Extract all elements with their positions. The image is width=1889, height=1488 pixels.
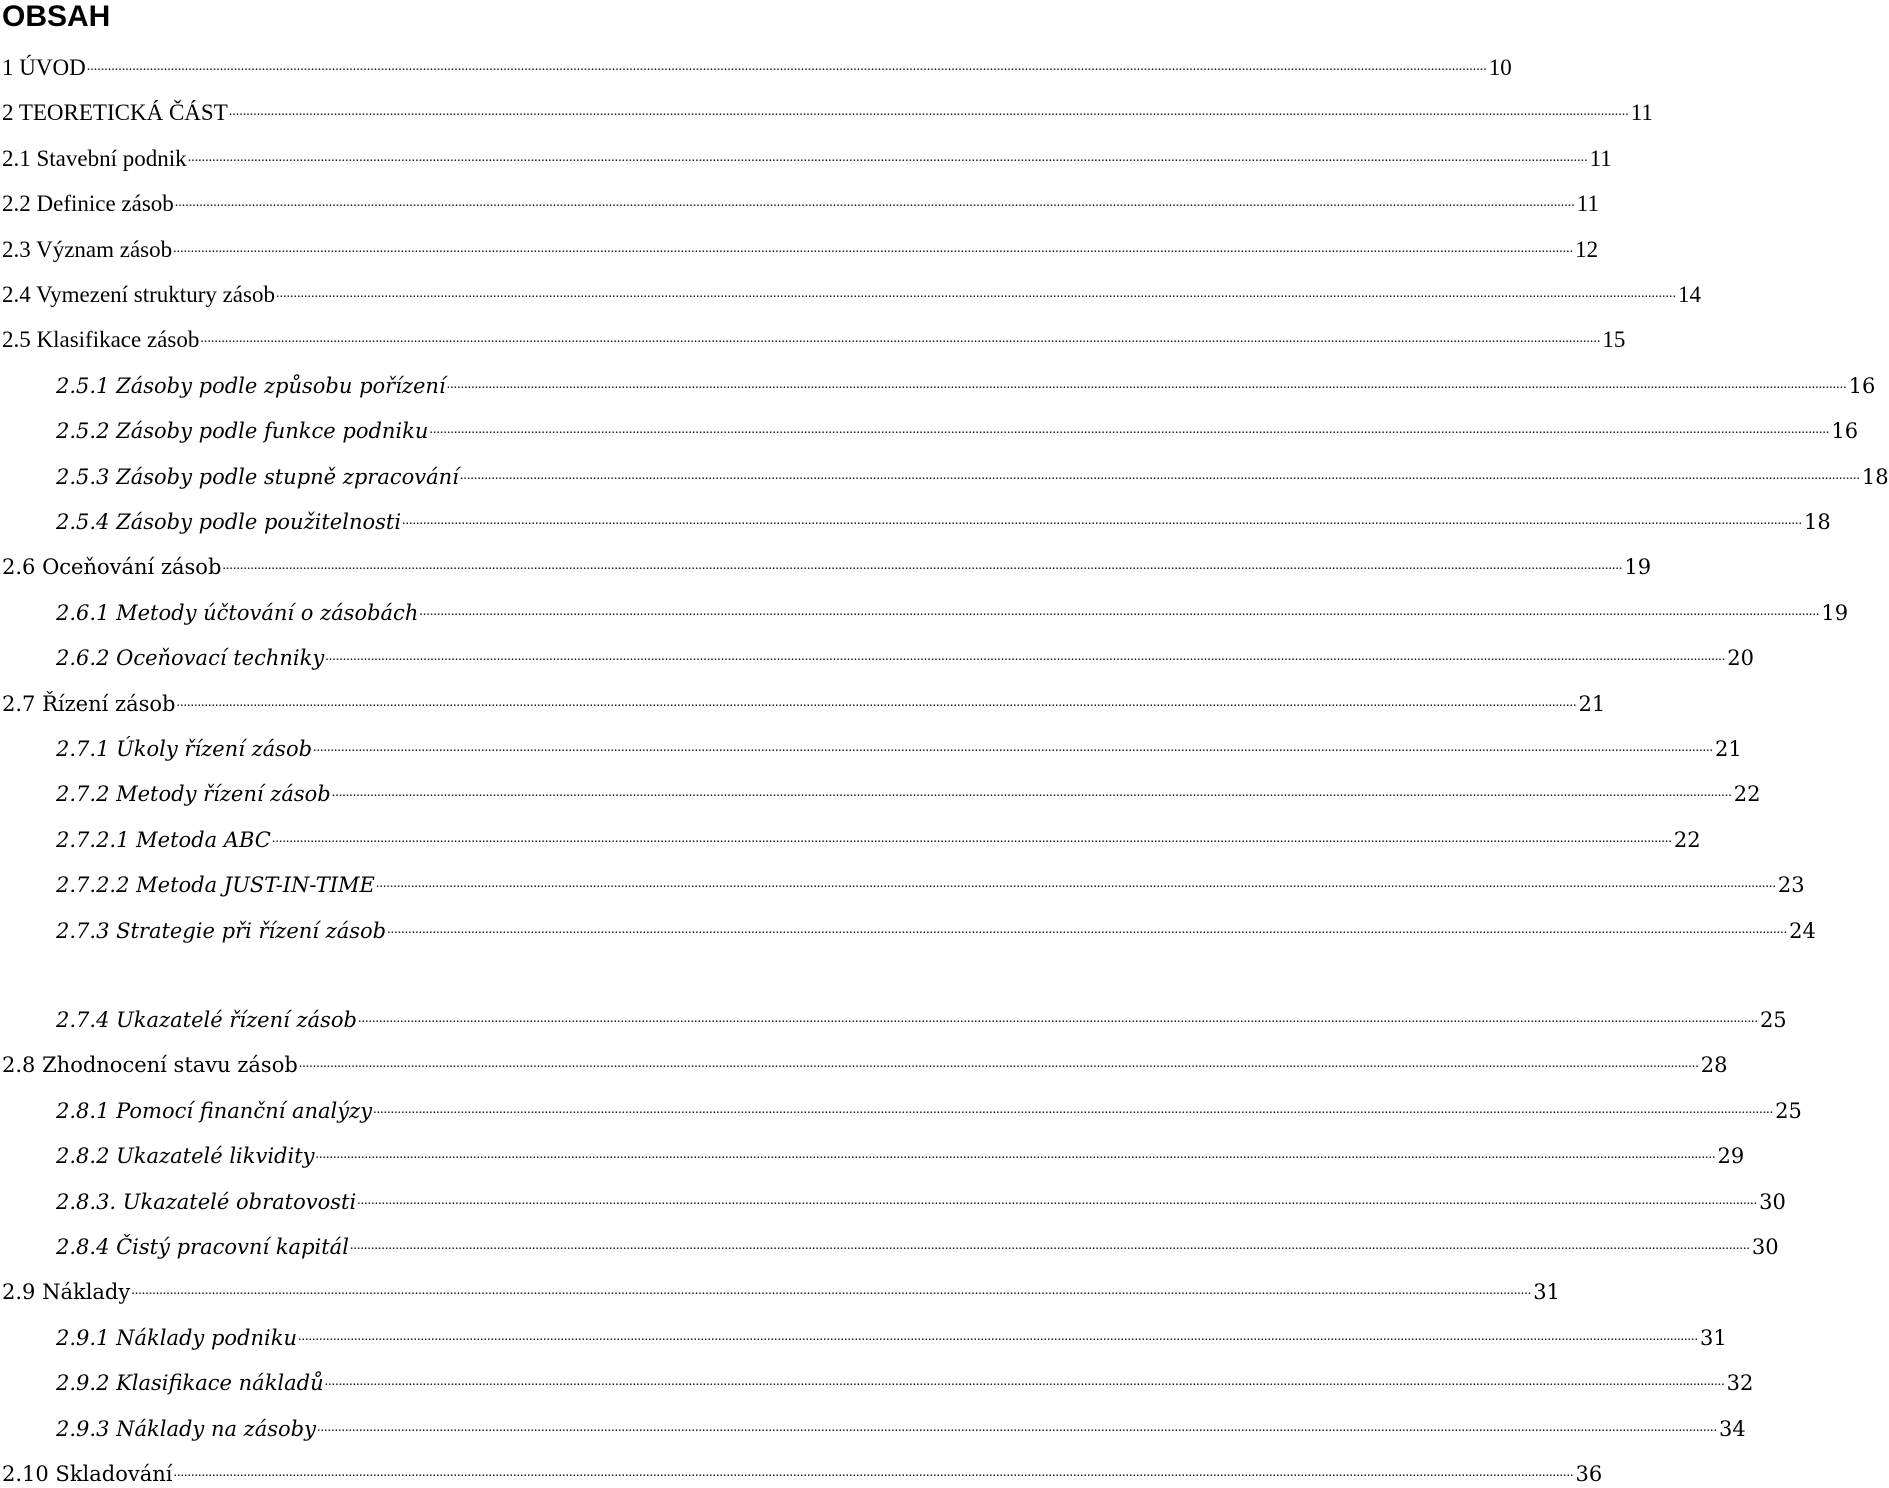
toc-dot-leader: ................................................................................................................................................................................................................................................................................................................................................................................................................ (228, 104, 1629, 119)
toc-entry[interactable] (2, 320, 1626, 354)
toc-entry-label: 2.5.1 Zásoby podle způsobu pořízení (56, 374, 446, 398)
toc-entry-label: 2.8.1 Pomocí finanční analýzy (56, 1099, 373, 1123)
toc-entry-label: 2.7 Řízení zásob (2, 692, 176, 716)
toc-entry[interactable] (56, 366, 1876, 400)
toc-dot-leader: ................................................................................................................................................................................................................................................................................................................................................................................................................ (298, 1056, 1699, 1071)
toc-entry-label: 2.7.3 Strategie při řízení zásob (56, 919, 387, 943)
toc-entry[interactable] (56, 638, 1754, 672)
toc-entry-label: 2.5 Klasifikace zásob (2, 327, 200, 352)
toc-entry-label: 2.5.3 Zásoby podle stupně zpracování (56, 465, 459, 489)
toc-dot-leader: ................................................................................................................................................................................................................................................................................................................................................................................................................ (200, 331, 1601, 346)
toc-entry-label: 2.9.2 Klasifikace nákladů (56, 1371, 324, 1395)
toc-entry-label: 2.8 Zhodnocení stavu zásob (2, 1053, 298, 1077)
toc-entry[interactable] (56, 1000, 1787, 1034)
toc-entry-page: 30 (1759, 1190, 1786, 1214)
toc-entry-page: 21 (1578, 692, 1606, 716)
toc-entry-page: 19 (1821, 601, 1849, 625)
toc-dot-leader: ................................................................................................................................................................................................................................................................................................................................................................................................................ (349, 1238, 1750, 1253)
toc-entry-page: 16 (1831, 419, 1859, 443)
toc-entry[interactable] (2, 139, 1612, 173)
toc-entry-page: 25 (1759, 1008, 1787, 1032)
toc-dot-leader: ................................................................................................................................................................................................................................................................................................................................................................................................................ (419, 604, 1820, 619)
toc-dot-leader: ................................................................................................................................................................................................................................................................................................................................................................................................................ (402, 513, 1803, 528)
toc-dot-leader: ................................................................................................................................................................................................................................................................................................................................................................................................................ (313, 740, 1714, 755)
toc-entry[interactable] (2, 1272, 1560, 1306)
toc-entry-label: 2.8.4 Čistý pracovní kapitál (56, 1235, 349, 1259)
toc-entry-page: 23 (1777, 873, 1805, 897)
toc-entry-label: 2.8.2 Ukazatelé likvidity (56, 1144, 315, 1168)
toc-dot-leader: ................................................................................................................................................................................................................................................................................................................................................................................................................ (429, 422, 1830, 437)
toc-entry[interactable] (56, 1363, 1754, 1397)
toc-entry-page: 25 (1775, 1099, 1802, 1123)
toc-entry-page: 18 (1804, 510, 1831, 534)
toc-entry-label: 2.9.3 Náklady na zásoby (56, 1417, 316, 1441)
toc-dot-leader: ................................................................................................................................................................................................................................................................................................................................................................................................................ (373, 1102, 1774, 1117)
toc-entry[interactable] (2, 684, 1606, 718)
toc-entry-label: 2.7.2.2 Metoda JUST-IN-TIME (56, 873, 375, 897)
toc-dot-leader: ................................................................................................................................................................................................................................................................................................................................................................................................................ (222, 558, 1623, 573)
toc-dot-leader: ................................................................................................................................................................................................................................................................................................................................................................................................................ (187, 150, 1588, 165)
toc-entry[interactable] (56, 593, 1849, 627)
toc-dot-leader: ................................................................................................................................................................................................................................................................................................................................................................................................................ (315, 1147, 1716, 1162)
toc-entry-page: 14 (1677, 282, 1701, 307)
toc-entry-page: 20 (1727, 646, 1754, 670)
toc-entry-page: 36 (1575, 1462, 1603, 1486)
toc-dot-leader: ................................................................................................................................................................................................................................................................................................................................................................................................................ (275, 286, 1676, 301)
toc-entry-page: 11 (1630, 100, 1653, 125)
toc-entry-label: 2.7.2.1 Metoda ABC (56, 828, 271, 852)
toc-entry-page: 11 (1589, 146, 1612, 171)
toc-entry-page: 31 (1699, 1326, 1727, 1350)
toc-entry-page: 12 (1575, 237, 1599, 262)
toc-entry[interactable] (56, 411, 1859, 445)
toc-entry[interactable] (56, 774, 1761, 808)
toc-entry-page: 32 (1726, 1371, 1754, 1395)
toc-entry-page: 22 (1733, 782, 1761, 806)
toc-entry-page: 11 (1576, 191, 1599, 216)
toc-dot-leader: ................................................................................................................................................................................................................................................................................................................................................................................................................ (459, 468, 1860, 483)
toc-dot-leader: ................................................................................................................................................................................................................................................................................................................................................................................................................ (86, 59, 1487, 74)
toc-entry[interactable] (56, 1409, 1746, 1443)
toc-entry[interactable] (56, 1091, 1802, 1125)
toc-entry-label: 2.6 Oceňování zásob (2, 555, 222, 579)
toc-entry-page: 15 (1602, 327, 1626, 352)
toc-entry-label: 2.5.4 Zásoby podle použitelnosti (56, 510, 402, 534)
toc-entry-label: 2.4 Vymezení struktury zásob (2, 282, 275, 307)
toc-title: OBSAH (2, 0, 111, 33)
toc-dot-leader: ................................................................................................................................................................................................................................................................................................................................................................................................................ (331, 785, 1732, 800)
toc-entry-label: 2.7.1 Úkoly řízení zásob (56, 737, 313, 761)
toc-dot-leader: ................................................................................................................................................................................................................................................................................................................................................................................................................ (173, 1465, 1574, 1480)
toc-entry-label: 2 TEORETICKÁ ČÁST (2, 100, 228, 125)
toc-entry[interactable] (2, 230, 1599, 264)
toc-entry-page: 19 (1624, 555, 1652, 579)
toc-entry[interactable] (2, 93, 1653, 127)
toc-dot-leader: ................................................................................................................................................................................................................................................................................................................................................................................................................ (324, 1374, 1725, 1389)
toc-entry-label: 2.6.1 Metody účtování o zásobách (56, 601, 419, 625)
toc-dot-leader: ................................................................................................................................................................................................................................................................................................................................................................................................................ (173, 241, 1574, 256)
toc-entry-page: 34 (1718, 1417, 1746, 1441)
toc-entry[interactable] (56, 1227, 1779, 1261)
toc-entry-label: 2.5.2 Zásoby podle funkce podniku (56, 419, 429, 443)
toc-entry-page: 31 (1533, 1280, 1560, 1304)
toc-entry-label: 2.6.2 Oceňovací techniky (56, 646, 325, 670)
toc-entry-label: 2.8.3. Ukazatelé obratovosti (56, 1190, 357, 1214)
toc-entry-label: 2.10 Skladování (2, 1462, 173, 1486)
toc-entry-label: 2.2 Definice zásob (2, 191, 174, 216)
toc-entry[interactable] (2, 1454, 1603, 1488)
toc-dot-leader: ................................................................................................................................................................................................................................................................................................................................................................................................................ (131, 1283, 1532, 1298)
toc-entry[interactable] (56, 729, 1742, 763)
toc-entry[interactable] (56, 911, 1816, 945)
toc-entry[interactable] (56, 502, 1831, 536)
toc-dot-leader: ................................................................................................................................................................................................................................................................................................................................................................................................................ (316, 1420, 1717, 1435)
toc-dot-leader: ................................................................................................................................................................................................................................................................................................................................................................................................................ (357, 1011, 1758, 1026)
toc-dot-leader: ................................................................................................................................................................................................................................................................................................................................................................................................................ (325, 649, 1726, 664)
toc-entry-page: 16 (1848, 374, 1876, 398)
toc-entry[interactable] (56, 820, 1701, 854)
toc-entry-label: 2.9.1 Náklady podniku (56, 1326, 297, 1350)
toc-entry[interactable] (2, 275, 1701, 309)
toc-entry-label: 2.7.2 Metody řízení zásob (56, 782, 331, 806)
toc-entry[interactable] (56, 1136, 1745, 1170)
toc-entry-label: 2.7.4 Ukazatelé řízení zásob (56, 1008, 357, 1032)
toc-dot-leader: ................................................................................................................................................................................................................................................................................................................................................................................................................ (357, 1193, 1758, 1208)
toc-entry-label: 1 ÚVOD (2, 55, 86, 80)
toc-entry-page: 28 (1700, 1053, 1728, 1077)
toc-entry-label: 2.3 Význam zásob (2, 237, 173, 262)
toc-dot-leader: ................................................................................................................................................................................................................................................................................................................................................................................................................ (387, 922, 1788, 937)
toc-entry[interactable] (2, 547, 1652, 581)
toc-entry-label: 2.1 Stavební podnik (2, 146, 187, 171)
toc-dot-leader: ................................................................................................................................................................................................................................................................................................................................................................................................................ (446, 377, 1847, 392)
toc-entry-page: 10 (1488, 55, 1512, 80)
toc-entry-page: 30 (1751, 1235, 1779, 1259)
toc-entry[interactable] (2, 48, 1512, 82)
toc-dot-leader: ................................................................................................................................................................................................................................................................................................................................................................................................................ (176, 695, 1577, 710)
toc-entry-page: 24 (1789, 919, 1816, 943)
toc-entry[interactable] (56, 1318, 1727, 1352)
toc-dot-leader: ................................................................................................................................................................................................................................................................................................................................................................................................................ (174, 195, 1575, 210)
toc-dot-leader: ................................................................................................................................................................................................................................................................................................................................................................................................................ (375, 876, 1776, 891)
toc-entry-label: 2.9 Náklady (2, 1280, 131, 1304)
toc-entry-page: 22 (1673, 828, 1701, 852)
toc-entry[interactable] (2, 1045, 1728, 1079)
toc-dot-leader: ................................................................................................................................................................................................................................................................................................................................................................................................................ (271, 831, 1672, 846)
toc-dot-leader: ................................................................................................................................................................................................................................................................................................................................................................................................................ (297, 1329, 1698, 1344)
toc-entry[interactable] (2, 184, 1599, 218)
toc-entry[interactable] (56, 1182, 1786, 1216)
toc-entry-page: 29 (1717, 1144, 1745, 1168)
toc-entry[interactable] (56, 865, 1805, 899)
toc-entry-page: 18 (1861, 465, 1889, 489)
toc-entry[interactable] (56, 457, 1889, 491)
toc-entry-page: 21 (1715, 737, 1742, 761)
